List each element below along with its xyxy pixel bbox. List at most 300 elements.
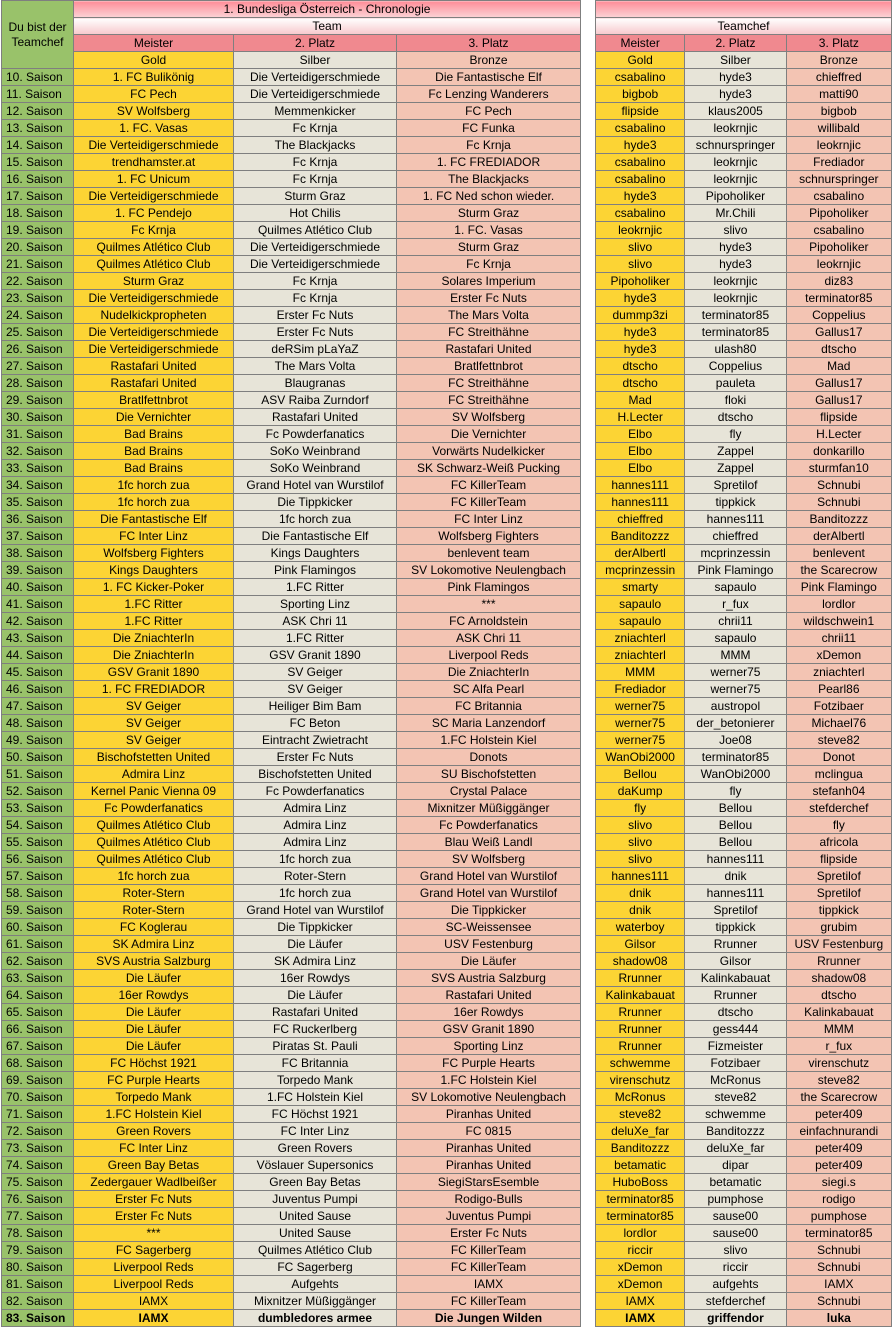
team-platz3: Bratlfettnbrot	[397, 358, 581, 375]
team-platz3: FC Streithähne	[397, 324, 581, 341]
season-label: 31. Saison	[2, 426, 74, 443]
season-label: 37. Saison	[2, 528, 74, 545]
teamchef-row	[596, 426, 892, 443]
team-meister: FC Inter Linz	[74, 1140, 234, 1157]
chef-platz3: Banditozzz	[786, 511, 891, 528]
team-platz3: ***	[397, 596, 581, 613]
chef-platz3: mclingua	[786, 766, 891, 783]
season-label: 49. Saison	[2, 732, 74, 749]
chef-meister: H.Lecter	[596, 409, 685, 426]
chef-platz2: hannes111	[685, 511, 786, 528]
team-platz3: Die ZniachterIn	[397, 664, 581, 681]
season-label: 44. Saison	[2, 647, 74, 664]
season-row	[2, 86, 581, 103]
team-platz3: Juventus Pumpi	[397, 1208, 581, 1225]
chef-platz3: rodigo	[786, 1191, 891, 1208]
chef-platz2: Kalinkabauat	[685, 970, 786, 987]
teamchef-row	[596, 1310, 892, 1327]
chef-meister: Frediador	[596, 681, 685, 698]
chef-platz3: Pipoholiker	[786, 239, 891, 256]
chef-platz2: r_fux	[685, 596, 786, 613]
team-meister: ***	[74, 1225, 234, 1242]
chef-platz2: der_betonierer	[685, 715, 786, 732]
chef-platz2: Bellou	[685, 834, 786, 851]
team-meister: 1.FC Holstein Kiel	[74, 1106, 234, 1123]
chef-platz2: Banditozzz	[685, 1123, 786, 1140]
chef-platz3: fly	[786, 817, 891, 834]
season-row	[2, 1021, 581, 1038]
season-label: 54. Saison	[2, 817, 74, 834]
teamchef-row	[596, 392, 892, 409]
season-label: 60. Saison	[2, 919, 74, 936]
team-platz3: Erster Fc Nuts	[397, 290, 581, 307]
teamchef-row	[596, 851, 892, 868]
team-platz3: Die Läufer	[397, 953, 581, 970]
chef-meister: flipside	[596, 103, 685, 120]
chef-platz3: schnurspringer	[786, 171, 891, 188]
team-platz2: Heiliger Bim Bam	[234, 698, 397, 715]
team-platz2: Fc Powderfanatics	[234, 783, 397, 800]
chef-meister: hyde3	[596, 324, 685, 341]
team-platz3: FC Britannia	[397, 698, 581, 715]
chef-meister: Pipoholiker	[596, 273, 685, 290]
chef-platz3: Pearl86	[786, 681, 891, 698]
team-platz2: 1.FC Holstein Kiel	[234, 1089, 397, 1106]
chef-platz2: hannes111	[685, 851, 786, 868]
season-label: 63. Saison	[2, 970, 74, 987]
team-platz2: deRSim pLaYaZ	[234, 341, 397, 358]
chef-meister: virenschutz	[596, 1072, 685, 1089]
team-platz2: Die Tippkicker	[234, 919, 397, 936]
teamchef-row	[596, 1174, 892, 1191]
team-platz2: FC Beton	[234, 715, 397, 732]
chef-platz2: pauleta	[685, 375, 786, 392]
teamchef-row	[596, 936, 892, 953]
team-platz3: Fc Powderfanatics	[397, 817, 581, 834]
teamchef-row	[596, 239, 892, 256]
chef-platz2: sause00	[685, 1225, 786, 1242]
chef-meister: slivo	[596, 834, 685, 851]
team-meister: Bad Brains	[74, 426, 234, 443]
season-label: 77. Saison	[2, 1208, 74, 1225]
team-platz2: Erster Fc Nuts	[234, 324, 397, 341]
team-platz2: Admira Linz	[234, 800, 397, 817]
chef-platz2: aufgehts	[685, 1276, 786, 1293]
chef-platz3: lordlor	[786, 596, 891, 613]
season-row	[2, 494, 581, 511]
chef-col-platz3: 3. Platz	[786, 35, 891, 52]
chef-platz2: sapaulo	[685, 630, 786, 647]
team-platz2: Piratas St. Pauli	[234, 1038, 397, 1055]
team-platz2: Die Fantastische Elf	[234, 528, 397, 545]
teamchef-row	[596, 596, 892, 613]
teamchef-row	[596, 1140, 892, 1157]
team-meister: Roter-Stern	[74, 885, 234, 902]
teamchef-row	[596, 1225, 892, 1242]
team-platz2: Kings Daughters	[234, 545, 397, 562]
chef-platz3: dtscho	[786, 987, 891, 1004]
season-row	[2, 528, 581, 545]
season-label: 45. Saison	[2, 664, 74, 681]
season-label: 24. Saison	[2, 307, 74, 324]
team-platz3: Die Jungen Wilden	[397, 1310, 581, 1327]
season-row	[2, 239, 581, 256]
team-table	[1, 0, 581, 1327]
season-label: 22. Saison	[2, 273, 74, 290]
team-platz3: SU Bischofstetten	[397, 766, 581, 783]
team-meister: Quilmes Atlético Club	[74, 817, 234, 834]
teamchef-row	[596, 885, 892, 902]
chef-platz3: derAlbertl	[786, 528, 891, 545]
season-row	[2, 460, 581, 477]
teamchef-row	[596, 919, 892, 936]
season-label: 25. Saison	[2, 324, 74, 341]
teamchef-row	[596, 1038, 892, 1055]
season-row	[2, 902, 581, 919]
chef-platz2: Zappel	[685, 443, 786, 460]
season-label: 32. Saison	[2, 443, 74, 460]
chef-platz3: USV Festenburg	[786, 936, 891, 953]
team-platz3: Solares Imperium	[397, 273, 581, 290]
team-platz3: Vorwärts Nudelkicker	[397, 443, 581, 460]
team-meister: 1.FC Ritter	[74, 596, 234, 613]
chef-platz3: einfachnurandi	[786, 1123, 891, 1140]
chef-platz2: sapaulo	[685, 579, 786, 596]
chef-platz2: MMM	[685, 647, 786, 664]
season-row	[2, 1293, 581, 1310]
teamchef-row	[596, 1276, 892, 1293]
team-platz3: GSV Granit 1890	[397, 1021, 581, 1038]
chef-platz3: zniachterl	[786, 664, 891, 681]
chef-meister: slivo	[596, 817, 685, 834]
season-row	[2, 205, 581, 222]
team-platz2: Die Läufer	[234, 936, 397, 953]
team-meister: Green Bay Betas	[74, 1157, 234, 1174]
team-platz3: Wolfsberg Fighters	[397, 528, 581, 545]
team-platz3: FC Streithähne	[397, 392, 581, 409]
team-platz3: 1.FC Holstein Kiel	[397, 1072, 581, 1089]
season-row	[2, 579, 581, 596]
chef-meister: shadow08	[596, 953, 685, 970]
team-meister: Die Läufer	[74, 1038, 234, 1055]
team-platz3: FC Funka	[397, 120, 581, 137]
chef-platz2: terminator85	[685, 307, 786, 324]
season-row	[2, 392, 581, 409]
chef-meister: csabalino	[596, 120, 685, 137]
season-label: 34. Saison	[2, 477, 74, 494]
season-label: 47. Saison	[2, 698, 74, 715]
chef-platz3: chrii11	[786, 630, 891, 647]
chef-platz3: matti90	[786, 86, 891, 103]
teamchef-row	[596, 154, 892, 171]
chef-meister: dnik	[596, 902, 685, 919]
team-platz2: Fc Krnja	[234, 154, 397, 171]
chef-platz2: chrii11	[685, 613, 786, 630]
team-meister: SV Geiger	[74, 715, 234, 732]
chef-platz2: Spretilof	[685, 902, 786, 919]
season-label: 83. Saison	[2, 1310, 74, 1327]
season-label: 39. Saison	[2, 562, 74, 579]
chef-meister: MMM	[596, 664, 685, 681]
team-platz2: Eintracht Zwietracht	[234, 732, 397, 749]
team-platz3: Fc Lenzing Wanderers	[397, 86, 581, 103]
season-row	[2, 664, 581, 681]
teamchef-row	[596, 783, 892, 800]
chef-platz2: tippkick	[685, 494, 786, 511]
chef-meister: IAMX	[596, 1293, 685, 1310]
team-platz2: SK Admira Linz	[234, 953, 397, 970]
season-label: 65. Saison	[2, 1004, 74, 1021]
teamchef-row	[596, 1293, 892, 1310]
team-meister: SV Geiger	[74, 732, 234, 749]
teamchef-row	[596, 698, 892, 715]
chef-meister: dtscho	[596, 358, 685, 375]
teamchef-row	[596, 902, 892, 919]
team-meister: Die Läufer	[74, 1004, 234, 1021]
season-label: 69. Saison	[2, 1072, 74, 1089]
chef-platz3: terminator85	[786, 1225, 891, 1242]
season-label: 23. Saison	[2, 290, 74, 307]
team-platz3: Piranhas United	[397, 1106, 581, 1123]
season-label: 53. Saison	[2, 800, 74, 817]
chef-platz2: McRonus	[685, 1072, 786, 1089]
teamchef-row	[596, 171, 892, 188]
team-meister: FC Purple Hearts	[74, 1072, 234, 1089]
team-platz2: FC Höchst 1921	[234, 1106, 397, 1123]
chef-platz3: Mad	[786, 358, 891, 375]
team-meister: Quilmes Atlético Club	[74, 239, 234, 256]
chef-meister: xDemon	[596, 1259, 685, 1276]
team-meister: Bad Brains	[74, 460, 234, 477]
season-label: 33. Saison	[2, 460, 74, 477]
season-label: 72. Saison	[2, 1123, 74, 1140]
chef-meister: Elbo	[596, 426, 685, 443]
team-platz3: SC Alfa Pearl	[397, 681, 581, 698]
season-label: 64. Saison	[2, 987, 74, 1004]
chef-platz3: r_fux	[786, 1038, 891, 1055]
team-platz2: Admira Linz	[234, 817, 397, 834]
season-row	[2, 596, 581, 613]
team-meister: Die Verteidigerschmiede	[74, 188, 234, 205]
team-platz2: 1.FC Ritter	[234, 579, 397, 596]
chef-platz3: stefderchef	[786, 800, 891, 817]
team-meister: IAMX	[74, 1293, 234, 1310]
chef-platz2: fly	[685, 426, 786, 443]
teamchef-row	[596, 1242, 892, 1259]
chef-platz2: stefderchef	[685, 1293, 786, 1310]
team-meister: Die Verteidigerschmiede	[74, 137, 234, 154]
chef-platz3: xDemon	[786, 647, 891, 664]
team-platz3: Pink Flamingos	[397, 579, 581, 596]
team-platz2: Green Rovers	[234, 1140, 397, 1157]
team-platz2: Green Bay Betas	[234, 1174, 397, 1191]
teamchef-header: Teamchef	[596, 18, 892, 35]
season-label: 76. Saison	[2, 1191, 74, 1208]
team-platz2: United Sause	[234, 1208, 397, 1225]
team-meister: 1. FC FREDIADOR	[74, 681, 234, 698]
season-row	[2, 800, 581, 817]
chef-platz3: H.Lecter	[786, 426, 891, 443]
teamchef-row	[596, 613, 892, 630]
chef-meister: werner75	[596, 698, 685, 715]
season-row	[2, 1174, 581, 1191]
team-platz2: 16er Rowdys	[234, 970, 397, 987]
season-label: 30. Saison	[2, 409, 74, 426]
team-meister: Bratlfettnbrot	[74, 392, 234, 409]
team-platz3: ASK Chri 11	[397, 630, 581, 647]
chef-platz3: Spretilof	[786, 885, 891, 902]
team-platz3: SK Schwarz-Weiß Pucking	[397, 460, 581, 477]
chef-platz2: schnurspringer	[685, 137, 786, 154]
season-label: 58. Saison	[2, 885, 74, 902]
chef-meister: lordlor	[596, 1225, 685, 1242]
season-label: 66. Saison	[2, 1021, 74, 1038]
chef-platz2: leokrnjic	[685, 273, 786, 290]
teamchef-row	[596, 647, 892, 664]
chef-meister: hyde3	[596, 341, 685, 358]
team-platz3: FC KillerTeam	[397, 1293, 581, 1310]
team-platz2: Erster Fc Nuts	[234, 307, 397, 324]
chef-platz2: deluXe_far	[685, 1140, 786, 1157]
team-meister: Die Verteidigerschmiede	[74, 324, 234, 341]
team-meister: FC Sagerberg	[74, 1242, 234, 1259]
chef-platz3: africola	[786, 834, 891, 851]
season-row	[2, 222, 581, 239]
team-meister: 1.FC Ritter	[74, 613, 234, 630]
team-platz2: Quilmes Atlético Club	[234, 1242, 397, 1259]
team-meister: Quilmes Atlético Club	[74, 834, 234, 851]
season-label: 51. Saison	[2, 766, 74, 783]
team-meister: trendhamster.at	[74, 154, 234, 171]
chef-meister: werner75	[596, 715, 685, 732]
chef-platz2: Fizmeister	[685, 1038, 786, 1055]
team-platz2: FC Britannia	[234, 1055, 397, 1072]
season-label: 74. Saison	[2, 1157, 74, 1174]
team-platz2: dumbledores armee	[234, 1310, 397, 1327]
chef-meister: slivo	[596, 239, 685, 256]
chef-platz3: IAMX	[786, 1276, 891, 1293]
team-meister: Torpedo Mank	[74, 1089, 234, 1106]
chef-platz3: steve82	[786, 732, 891, 749]
chef-meister: chieffred	[596, 511, 685, 528]
chef-meister: hannes111	[596, 868, 685, 885]
team-meister: Kings Daughters	[74, 562, 234, 579]
teamchef-row	[596, 987, 892, 1004]
chef-meister: zniachterl	[596, 647, 685, 664]
chef-platz2: chieffred	[685, 528, 786, 545]
team-platz3: FC Arnoldstein	[397, 613, 581, 630]
team-platz3: Rastafari United	[397, 341, 581, 358]
team-platz3: Piranhas United	[397, 1157, 581, 1174]
chef-platz3: shadow08	[786, 970, 891, 987]
season-row	[2, 273, 581, 290]
season-row	[2, 647, 581, 664]
team-meister: Rastafari United	[74, 375, 234, 392]
season-row	[2, 851, 581, 868]
team-meister: Erster Fc Nuts	[74, 1191, 234, 1208]
team-platz3: 1. FC Ned schon wieder.	[397, 188, 581, 205]
chef-platz2: Rrunner	[685, 936, 786, 953]
chef-meister: hannes111	[596, 477, 685, 494]
chef-meister: hyde3	[596, 137, 685, 154]
teamchef-row	[596, 273, 892, 290]
season-label: 19. Saison	[2, 222, 74, 239]
chef-meister: daKump	[596, 783, 685, 800]
team-meister: Quilmes Atlético Club	[74, 256, 234, 273]
team-platz3: USV Festenburg	[397, 936, 581, 953]
chef-meister: riccir	[596, 1242, 685, 1259]
team-platz2: FC Ruckerlberg	[234, 1021, 397, 1038]
season-label: 73. Saison	[2, 1140, 74, 1157]
chef-platz2: leokrnjic	[685, 120, 786, 137]
team-meister: 1fc horch zua	[74, 477, 234, 494]
team-platz3: 16er Rowdys	[397, 1004, 581, 1021]
team-platz2: Fc Krnja	[234, 171, 397, 188]
chef-meister: werner75	[596, 732, 685, 749]
chef-col-meister: Meister	[596, 35, 685, 52]
season-label: 35. Saison	[2, 494, 74, 511]
season-row	[2, 256, 581, 273]
team-meister: SV Wolfsberg	[74, 103, 234, 120]
team-platz2: Torpedo Mank	[234, 1072, 397, 1089]
season-row	[2, 307, 581, 324]
chef-meister: terminator85	[596, 1208, 685, 1225]
season-row	[2, 324, 581, 341]
chef-platz2: dtscho	[685, 409, 786, 426]
season-label: 62. Saison	[2, 953, 74, 970]
team-platz3: FC Inter Linz	[397, 511, 581, 528]
chef-platz3: Schnubi	[786, 494, 891, 511]
team-platz3: Sturm Graz	[397, 205, 581, 222]
team-platz2: Die Verteidigerschmiede	[234, 86, 397, 103]
chef-platz3: sturmfan10	[786, 460, 891, 477]
season-row	[2, 630, 581, 647]
team-meister: Fc Powderfanatics	[74, 800, 234, 817]
season-label: 20. Saison	[2, 239, 74, 256]
team-meister: Die Verteidigerschmiede	[74, 341, 234, 358]
chef-platz3: grubim	[786, 919, 891, 936]
team-platz2: Hot Chilis	[234, 205, 397, 222]
season-label: 42. Saison	[2, 613, 74, 630]
team-col-meister: Meister	[74, 35, 234, 52]
teamchef-row	[596, 256, 892, 273]
season-row	[2, 1106, 581, 1123]
chef-meister: dummp3zi	[596, 307, 685, 324]
team-medal-bronze: Bronze	[397, 52, 581, 69]
team-platz2: 1fc horch zua	[234, 851, 397, 868]
teamchef-row	[596, 1106, 892, 1123]
season-row	[2, 120, 581, 137]
chef-platz3: peter409	[786, 1106, 891, 1123]
chef-platz3: Coppelius	[786, 307, 891, 324]
season-row	[2, 1140, 581, 1157]
chef-medal-gold: Gold	[596, 52, 685, 69]
page-title: 1. Bundesliga Österreich - Chronologie	[74, 1, 581, 18]
season-label: 75. Saison	[2, 1174, 74, 1191]
teamchef-row	[596, 562, 892, 579]
team-platz3: SC-Weissensee	[397, 919, 581, 936]
teamchef-row	[596, 664, 892, 681]
team-meister: Bad Brains	[74, 443, 234, 460]
chef-platz3: Schnubi	[786, 1259, 891, 1276]
season-row	[2, 970, 581, 987]
chef-platz2: Coppelius	[685, 358, 786, 375]
season-row	[2, 919, 581, 936]
chef-meister: slivo	[596, 256, 685, 273]
team-meister: Die Fantastische Elf	[74, 511, 234, 528]
chef-platz3: Schnubi	[786, 1242, 891, 1259]
chef-platz3: Michael76	[786, 715, 891, 732]
